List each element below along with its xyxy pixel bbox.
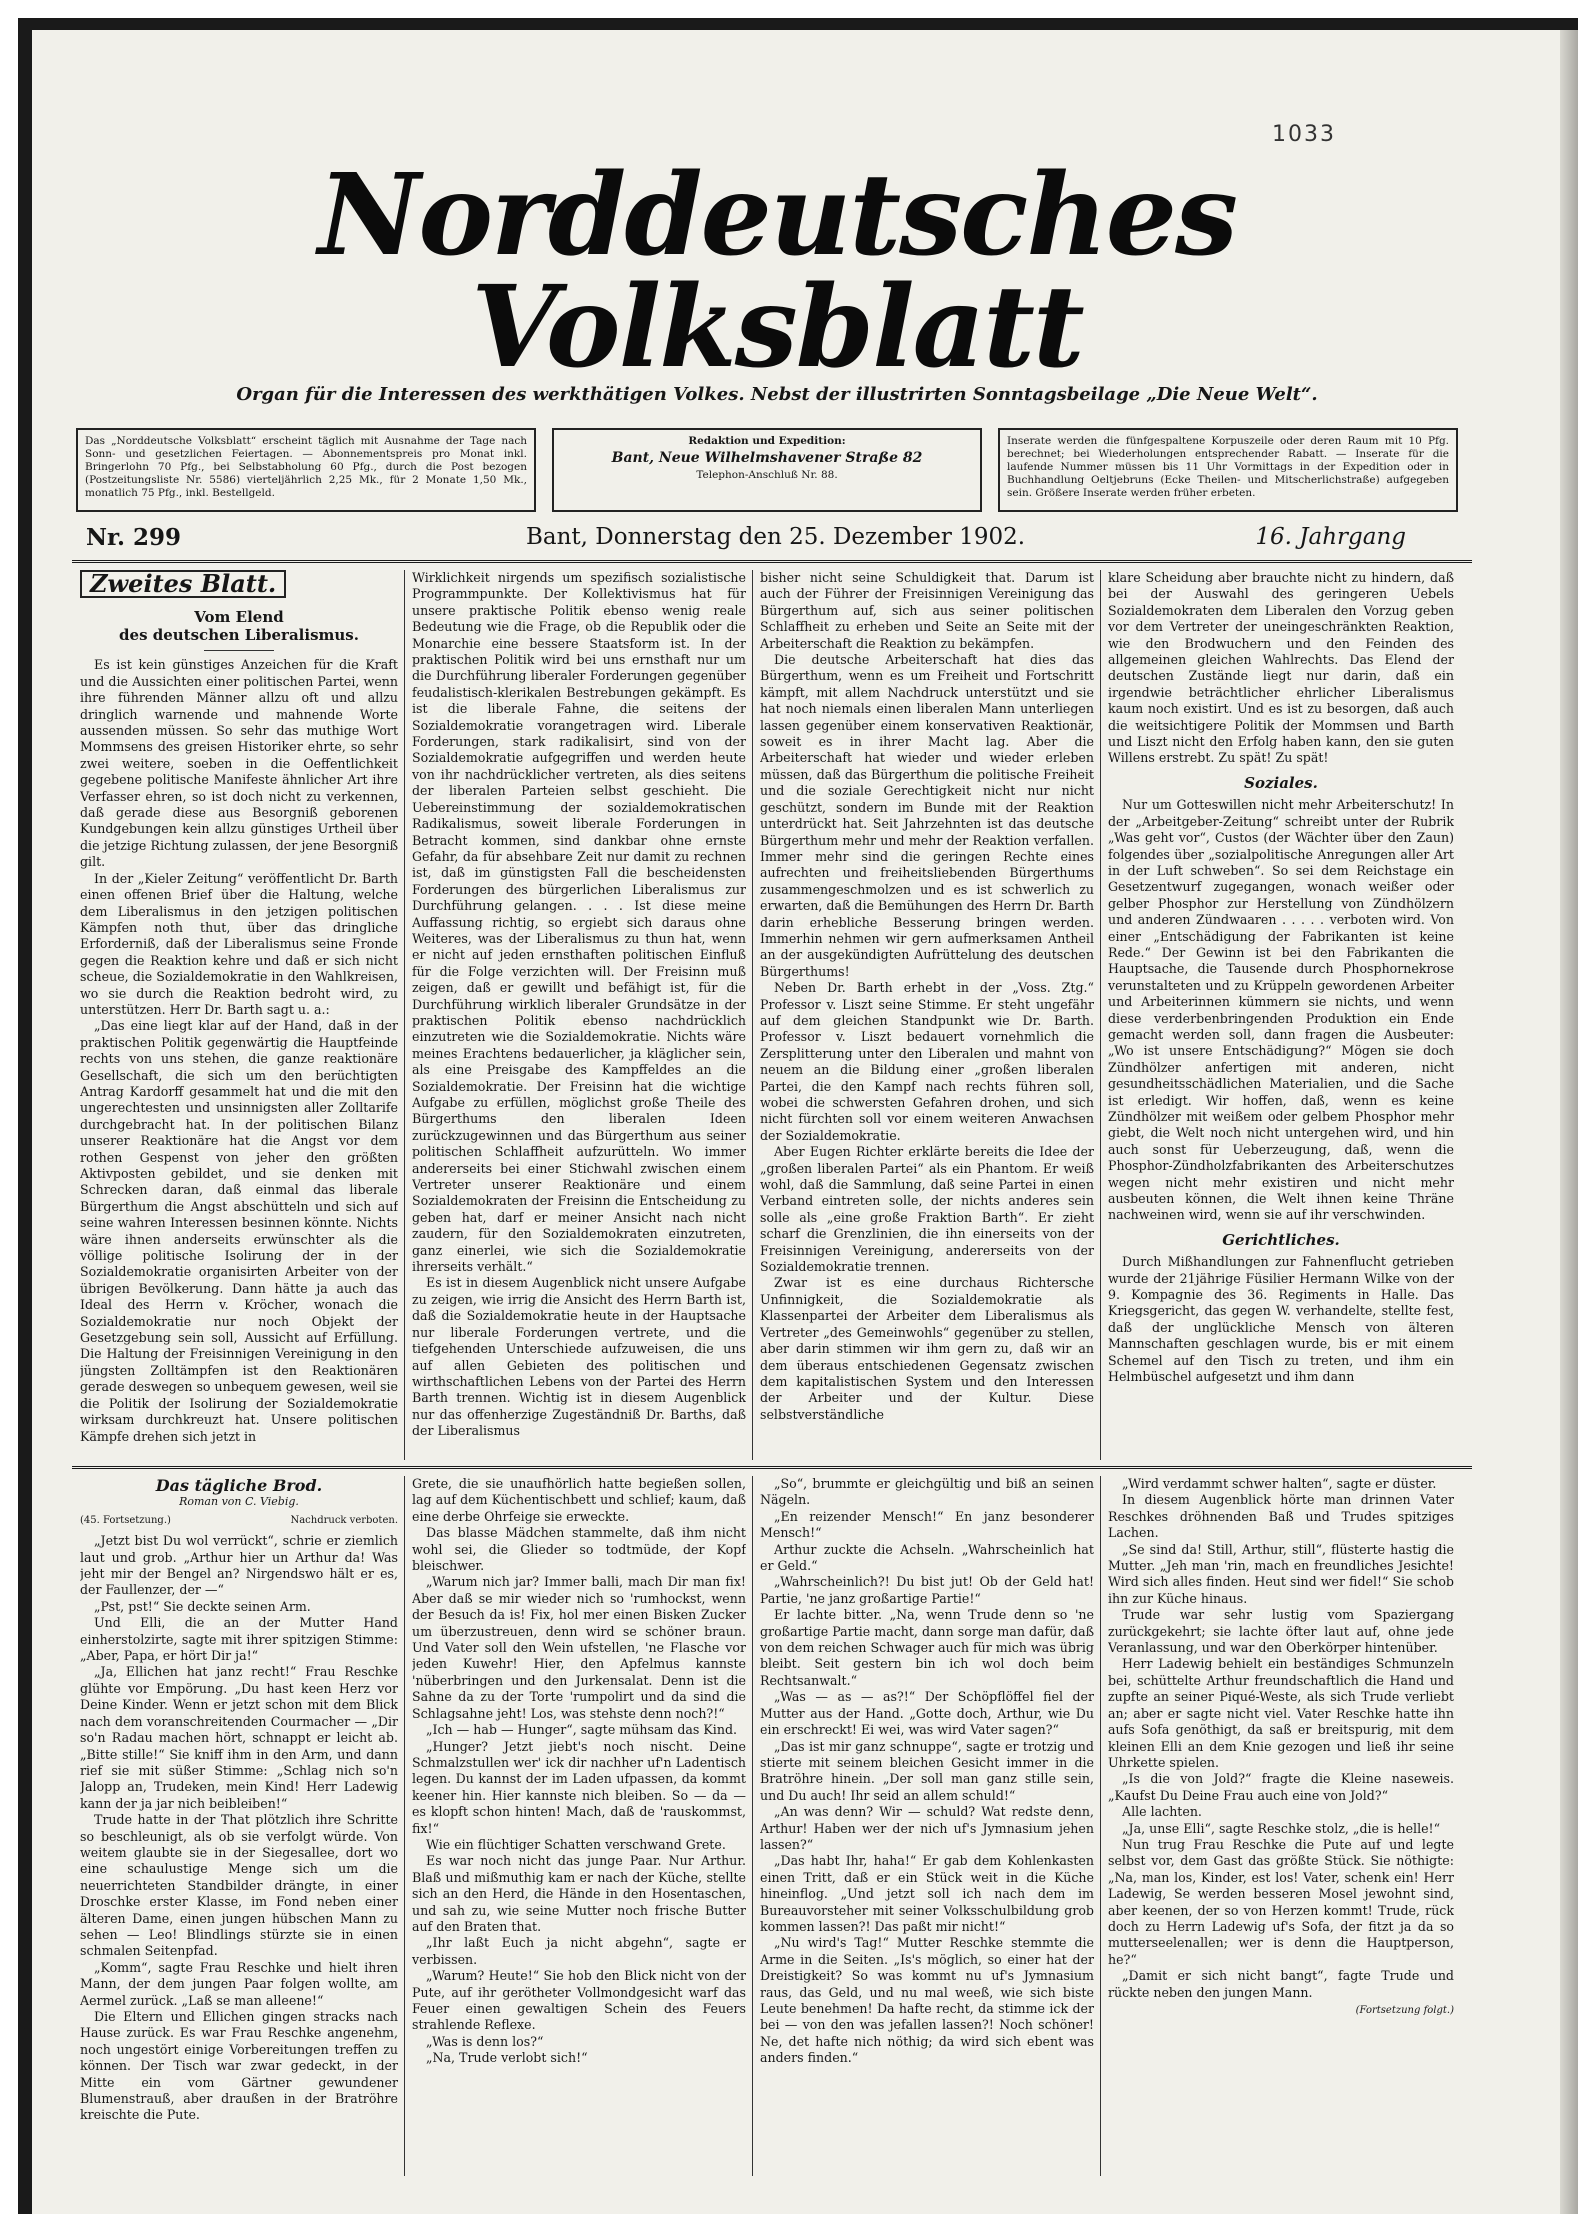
issue-number: Nr. 299	[86, 524, 182, 551]
paragraph: Wirklichkeit nirgends um spezifisch sozialistische Programmpunkte. Der Kollektivismus hat für unsere praktische Politik ebenso wenig reale Bedeutung wie die Frage, ob die Republik oder die Monarchie eine bessere Staatsform ist. In der praktischen Politik wird bei uns ernsthaft nur um die Durchführung liberaler Forderungen gegenüber feudalistisch-klerikalen Bestrebungen gekämpft. Es ist die liberale Fahne, die seitens der Sozialdemokratie vorangetragen wird. Liberale Forderungen, stark radikalisirt, sind von der Sozialdemokratie aufgegriffen und werden heute von ihr nachdrücklicher vertreten, als dies seitens der liberalen Parteien selbst geschieht. Die Uebereinstimmung der sozialdemokratischen Radikalismus, soweit liberale Forderungen in Betracht kommen, sind dankbar ohne ernste Gefahr, da für absehbare Zeit nur damit zu rechnen ist, daß im günstigsten Fall die bescheidensten Forderungen des bürgerlichen Liberalismus zur Durchführung gelangen. . . . Ist diese meine Auffassung richtig, so ergiebt sich daraus ohne Weiteres, was der Liberalismus zu thun hat, wenn er nicht auf jeden ernsthaften politischen Einfluß für die Folge verzichten will. Der Freisinn muß zeigen, daß er gewillt und befähigt ist, für die Durchführung wirklich liberaler Grundsätze in der praktischen Politik ebenso nachdrücklich einzutreten wie die Sozialdemokratie. Nichts wäre meines Erachtens bedauerlicher, ja kläglicher sein, als eine Preisgabe des Kampffeldes an die Sozialdemokratie. Der Freisinn hat die wichtige Aufgabe zu erfüllen, möglichst große Theile des Bürgerthums den liberalen Ideen zurückzugewinnen und das Bürgerthum aus seiner politischen Schlaffheit aufzurütteln. Wo immer andererseits bei einer Stichwahl zwischen einem Vertreter unserer Reaktionäre und einem Sozialdemokraten der Freisinn die Entscheidung zu geben hat, darf er meiner Ansicht nach nicht zaudern, für den Sozialdemokraten einzutreten, ganz einerlei, wie sich die Sozialdemokratie ihrerseits verhält.“	[412, 570, 746, 1275]
feuilleton-rule	[72, 1466, 1472, 1469]
paragraph: Die deutsche Arbeiterschaft hat dies das Bürgerthum, wenn es um Freiheit und Fortschritt kämpft, mit allem Nachdruck unterstützt und sie hat noch niemals einen liberalen Mann unterliegen lassen gegenüber einem konservativen Reaktionär, soweit es in ihrer Macht lag. Aber die Arbeiterschaft hat wieder und wieder erleben müssen, daß das Bürgerthum die politische Freiheit und die soziale Gerechtigkeit nicht nur nicht geschützt, sondern im Bunde mit der Reaktion unterdrückt hat. Seit Jahrzehnten ist das deutsche Bürgerthum mehr und mehr der Reaktion verfallen. Immer mehr sind die geringen Rechte eines aufrechten und freiheitsliebenden Bürgerthums zusammengeschmolzen und es ist schwerlich zu erwarten, daß die Bemühungen des Herrn Dr. Barth darin erhebliche Besserung bringen werden. Immerhin nehmen wir gern aufmerksamen Antheil an der ausgekündigten Aufrüttelung des deutschen Bürgerthums!	[760, 652, 1094, 979]
paragraph: Grete, die sie unaufhörlich hatte begießen sollen, lag auf dem Küchentischbett und schlief; kaum, daß eine derbe Ohrfeige sie erweckte.	[412, 1476, 746, 1524]
paragraph: klare Scheidung aber brauchte nicht zu hindern, daß bei der Auswahl des geringeren Uebels Sozialdemokraten dem Liberalen den Vorzug geben vor dem Vertreter der uneingeschränkten Reaktion, wie den Brodwuchern und den Feinden des allgemeinen gleichen Wahlrechts. Das Elend der deutschen Zustände liegt nur darin, daß ein irgendwie beträchtlicher ehrlicher Liberalismus kaum noch existirt. Und es ist zu besorgen, daß auch die weitsichtigere Politik der Mommsen und Barth und Liszt nicht den Erfolg haben kann, den sie guten Willens erstrebt. Zu spät! Zu spät!	[1108, 570, 1454, 766]
feuilleton-column-2	[412, 1476, 746, 2176]
paragraph: „Hunger? Jetzt jiebt's noch nischt. Deine Schmalzstullen wer' ick dir nachher uf'n Ladentisch legen. Du kannst der im Laden ufpassen, da kommt keener hin. Hier kannste nich bleiben. So — da — es klopft schon hinten! Mach, daß de 'rauskommst, fix!“	[412, 1738, 746, 1836]
top-rule	[72, 560, 1472, 563]
paragraph: Es war noch nicht das junge Paar. Nur Arthur. Blaß und mißmuthig kam er nach der Küche, stellte sich an den Herd, die Hände in den Hosentaschen, und sah zu, wie seine Mutter noch frische Butter auf den Braten that.	[412, 1853, 746, 1934]
paragraph: „Ich — hab — Hunger“, sagte mühsam das Kind.	[426, 1722, 738, 1738]
feuilleton-author: Roman von C. Viebig.	[179, 1495, 299, 1509]
paragraph: „Jetzt bist Du wol verrückt“, schrie er ziemlich laut und grob. „Arthur hier un Arthur da! Was jeht mir der Bengel an? Nirgendswo hält er es, der Faullenzer, der —“	[80, 1533, 398, 1598]
editorial-office-box	[552, 428, 982, 512]
page-edge	[1560, 30, 1578, 2214]
paragraph: Trude war sehr lustig vom Spaziergang zurückgekehrt; sie lachte öfter laut auf, ohne jede Veranlassung, und war den Oberkörper hintenüber.	[1108, 1607, 1454, 1656]
catalog-number: 1033	[1272, 122, 1336, 147]
feuilleton-column-1	[80, 1476, 398, 2176]
paragraph: „Warum nich jar? Immer balli, mach Dir man fix! Aber daß se mir wieder nich so 'rumhockst, wenn der Besuch da is! Fix, hol mer einen Bisken Zucker um überzustreuen, denn wird se schöner braun. Und Vater soll den Wein ufstellen, 'ne Flasche vor jeden Kuwehr! Hier, den Apfelmus kannste 'nüberbringen und den Jurkensalat. Denn ist die Sahne da zu der Torte 'rumpolirt und da sind die Schlagsahne jeht! Los, was stehste denn noch?!“	[412, 1574, 746, 1721]
paragraph: „Was — as — as?!“ Der Schöpflöffel fiel der Mutter aus der Hand. „Gotte doch, Arthur, wie Du ein erschreckt! Ei wei, was wird Vater sagen?“	[760, 1689, 1094, 1738]
soziales-heading: Soziales.	[1244, 773, 1318, 792]
editorial-office-phone: Telephon-Anschluß Nr. 88.	[696, 469, 838, 481]
feuilleton-notes	[80, 1513, 398, 1529]
paragraph: Durch Mißhandlungen zur Fahnenflucht getrieben wurde der 21jährige Füsilier Hermann Wilke von der 9. Kompagnie des 36. Regiments in Halle. Das Kriegsgericht, das gegen W. verhandelte, stellte fest, daß der unglückliche Mensch von älteren Mannschaften geschlagen wurde, bis er mit einem Schemel auf den Tisch zu treten, und ihm ein Helmbüschel aufgesetzt und ihm dann	[1108, 1254, 1454, 1385]
paragraph: bisher nicht seine Schuldigkeit that. Darum ist auch der Führer der Freisinnigen Vereinigung das Bürgerthum auf, sich aus seiner politischen Schlaffheit zu erheben und Seite an Seite mit der Arbeiterschaft die Reaktion zu bekämpfen.	[760, 570, 1094, 651]
column-4	[1108, 570, 1454, 1460]
paragraph: „Das ist mir ganz schnuppe“, sagte er trotzig und stierte mit seinem bleichen Gesicht immer in die Bratröhre hinein. „Der soll man ganz stille sein, und Du auch! Ihr seid an allem schuld!“	[760, 1738, 1094, 1803]
column-divider	[404, 570, 405, 1460]
paragraph: Nur um Gotteswillen nicht mehr Arbeiterschutz! In der „Arbeitgeber-Zeitung“ schreibt unter der Rubrik „Was geht vor“, Custos (der Wächter über den Zaun) folgendes über „sozialpolitische Anregungen aller Art in der Luft schweben“. So sei dem Reichstage ein Gesetzentwurf zugegangen, wonach weißer oder gelber Phosphor zur Herstellung von Zündhölzern und anderen Zündwaaren . . . . . verboten wird. Von einer „Entschädigung der Fabrikanten ist keine Rede.“ Der Gewinn ist bei den Fabrikanten die Hauptsache, die Tausende durch Phosphornekrose verunstalteten und zu Krüppeln gewordenen Arbeiter und Arbeiterinnen kümmern sie nichts, und wenn diese verderbenbringenden Produktion ein Ende gemacht werden soll, dann fragen die Ausbeuter: „Wo ist unsere Entschädigung?“ Mögen sie doch Zündhölzer anfertigen mit anderen, nicht gesundheitsschädlichen Materialien, und die Sache ist erledigt. Wir hoffen, daß, wenn es keine Zündhölzer mit weißem oder gelbem Phosphor mehr giebt, die Welt noch nicht untergehen wird, und hin auch sonst für Ueberzeugung, daß, wenn die Phosphor-Zündholzfabrikanten des Arbeiterschutzes wegen nicht mehr existiren und nicht mehr ausbeuten können, die Welt ihnen keine Thräne nachweinen wird, wenn sie auf ihr verschwinden.	[1108, 797, 1454, 1223]
newspaper-page	[18, 18, 1578, 2214]
advert-info-box	[998, 428, 1458, 512]
column-3	[760, 570, 1094, 1460]
paragraph: „So“, brummte er gleichgültig und biß an seinen Nägeln.	[760, 1476, 1094, 1508]
paragraph: „En reizender Mensch!“ En janz besonderer Mensch!“	[760, 1508, 1094, 1541]
paragraph: „Komm“, sagte Frau Reschke und hielt ihren Mann, der dem jungen Paar folgen wollte, am Aermel zurück. „Laß se man alleene!“	[80, 1959, 398, 2008]
paragraph: Es ist kein günstiges Anzeichen für die Kraft und die Aussichten einer politischen Partei, wenn ihre führenden Männer allzu oft und allzu dringlich warnende und mahnende Worte aussenden müssen. So sehr das muthige Wort Mommsens des greisen Historiker ehrte, so sehr zwei weitere, soeben in die Oeffentlichkeit gegebene politische Manifeste ähnlicher Art ihre Verfasser ehren, so ist doch nicht zu verkennen, daß gerade diese aus Besorgniß geborenen Kundgebungen kein allzu günstiges Urtheil über die jetzige Richtung zulassen, der jene Besorgniß gilt.	[80, 657, 398, 870]
paragraph: „Ihr laßt Euch ja nicht abgehn“, sagte er verbissen.	[412, 1935, 746, 1967]
title-rule	[204, 650, 274, 651]
column-divider	[1100, 1476, 1101, 2176]
paragraph: Und Elli, die an der Mutter Hand einherstolzirte, sagte mit ihrer spitzigen Stimme: „Aber, Papa, er hört Dir ja!“	[80, 1615, 398, 1664]
feuilleton-rights: Nachdruck verboten.	[290, 1514, 398, 1526]
column-divider	[752, 570, 753, 1460]
paragraph: „Se sind da! Still, Arthur, still“, flüsterte hastig die Mutter. „Jeh man 'rin, mach en freundliches Jesichte! Wird sich alles finden. Heut sind wer fidel!“ Sie schob ihn zur Küche hinaus.	[1108, 1541, 1454, 1606]
paragraph: „Warum? Heute!“ Sie hob den Blick nicht von der Pute, auf ihr gerötheter Vollmondgesicht warf das Feuer einen gewaltigen Schein des Feuers strahlende Reflexe.	[412, 1968, 746, 2033]
paragraph: Neben Dr. Barth erhebt in der „Voss. Ztg.“ Professor v. Liszt seine Stimme. Er steht ungefähr auf dem gleichen Standpunkt wie Dr. Barth. Professor v. Liszt bedauert vornehmlich die Zersplitterung unter den Liberalen und mahnt von neuem an die Bildung einer „großen liberalen Partei, die den Kampf nach rechts führen soll, wobei die schwersten Gefahren drohen, und sich nicht fürchten soll vor einem weiteren Anwachsen der Sozialdemokratie.	[760, 980, 1094, 1143]
editorial-office-label: Redaktion und Expedition:	[688, 435, 846, 447]
paragraph: Nun trug Frau Reschke die Pute auf und legte selbst vor, dem Gast das größte Stück. Sie nöthigte: „Na, man los, Kinder, est los! Vater, schenk ein! Herr Ladewig, Se werden besseren Mosel jewohnt sind, aber keenen, der so von Herzen kommt! Trude, rück doch zu Herrn Ladewig uf's Sofa, der fitzt ja da so mutterseelenallen; wer is denn die Hauptperson, he?“	[1108, 1836, 1454, 1967]
paragraph: „Das eine liegt klar auf der Hand, daß in der praktischen Politik gegenwärtig die Hauptfeinde rechts von uns stehen, die ganze reaktionäre Gesellschaft, die sich um den berüchtigten Antrag Kardorff gesammelt hat und die mit den ungerechtesten und unsinnigsten aller Zolltarife durchgebracht hat. In der politischen Bilanz unserer Reaktionäre hat die Angst vor dem rothen Gespenst von jeher den größten Aktivposten gebildet, und sie denken mit Schrecken daran, daß einmal das liberale Bürgerthum die Angst abschütteln und sich auf seine wahren Interessen besinnen könnte. Nichts wäre ihnen anderseits erwünschter als die völlige politische Isolirung der in der Sozialdemokratie organisirten Arbeiter von der übrigen Bevölkerung. Dann hätte ja auch das Ideal des Herrn v. Kröcher, wonach die Sozialdemokratie nur noch Objekt der Gesetzgebung sein soll, Aussicht auf Erfüllung. Die Haltung der Freisinnigen Vereinigung in den jüngsten Zolltämpfen ist den Reaktionären gerade deswegen so unbequem gewesen, weil sie die Politik der Isolirung der Sozialdemokratie wirksam durchkreuzt hat. Unsere politischen Kämpfe drehen sich jetzt in	[80, 1018, 398, 1444]
paragraph: Alle lachten.	[1122, 1804, 1202, 1820]
column-2	[412, 570, 746, 1460]
paragraph: Die Eltern und Ellichen gingen stracks nach Hause zurück. Es war Frau Reschke angenehm, noch ungestört einige Vorbereitungen treffen zu können. Der Tisch war zwar gedeckt, in der Mitte ein vom Gärtner gewundener Blumenstrauß, aber draußen in der Bratröhre kreischte die Pute.	[80, 2009, 398, 2123]
advert-info-text: Inserate werden die fünfgespaltene Korpuszeile oder deren Raum mit 10 Pfg. berechnet; bei Wiederholungen entsprechender Rabatt. — Inserate für die laufende Nummer müssen bis 11 Uhr Vormittags in der Expedition oder in Buchhandlung Oeltjebruns (Ecke Theilen- und Mitscherlichstraße) aufgegeben sein. Größere Inserate werden früher erbeten.	[1007, 435, 1449, 499]
feuilleton-column-4	[1108, 1476, 1454, 2176]
paragraph: „Das habt Ihr, haha!“ Er gab dem Kohlenkasten einen Tritt, daß er ein Stück weit in die Küche hineinflog. „Und jetzt soll ich nach dem im Bureauvorsteher mit seiner Volksschulbildung grob kommen lassen?! Das paßt mir nicht!“	[760, 1853, 1094, 1934]
column-1	[80, 570, 398, 1460]
column-divider	[752, 1476, 753, 2176]
feuilleton-title: Das tägliche Brod.	[155, 1476, 323, 1495]
paragraph: „Wahrscheinlich?! Du bist jut! Ob der Geld hat! Partie, 'ne janz großartige Partie!“	[760, 1574, 1094, 1606]
paragraph: „Is die von Jold?“ fragte die Kleine naseweis. „Kaufst Du Deine Frau auch eine von Jold?“	[1108, 1771, 1454, 1803]
paragraph: Wie ein flüchtiger Schatten verschwand Grete.	[426, 1836, 726, 1852]
masthead-title: Norddeutsches Volksblatt	[317, 150, 1237, 393]
editorial-office-address: Bant, Neue Wilhelmshavener Straße 82	[611, 450, 923, 466]
issue-year: 16. Jahrgang	[1255, 524, 1406, 550]
paragraph: „Wird verdammt schwer halten“, sagte er düster.	[1122, 1476, 1437, 1491]
paragraph: „Na, Trude verlobt sich!“	[426, 2050, 588, 2066]
paragraph: „Ja, Ellichen hat janz recht!“ Frau Reschke glühte vor Empörung. „Du hast keen Herz vor Deine Kinder. Wenn er jetzt schon mit dem Blick nach dem voranschreitenden Courmacher — „Dir so'n Radau machen hört, schnappt er leicht ab. „Bitte stille!“ Sie kniff ihm in den Arm, und dann rief sie mit süßer Stimme: „Schlag nich so'n Jalopp an, Trudeken, mein Kind! Herr Ladewig kann der ja jar nich beibleiben!“	[80, 1664, 398, 1811]
subscription-info-box	[76, 428, 536, 512]
continuation-note: (Fortsetzung folgt.)	[1355, 2005, 1454, 2016]
paragraph: „Ja, unse Elli“, sagte Reschke stolz, „die is helle!“	[1122, 1820, 1441, 1836]
paragraph: Arthur zuckte die Achseln. „Wahrscheinlich hat er Geld.“	[760, 1541, 1094, 1574]
feuilleton-column-3	[760, 1476, 1094, 2176]
issue-date: Bant, Donnerstag den 25. Dezember 1902.	[526, 524, 1026, 550]
paragraph: Herr Ladewig behielt ein beständiges Schmunzeln bei, schüttelte Arthur freundschaftlich die Hand und zupfte an seiner Piqué-Weste, als sich Trude verliebt an; aber er sagte nicht viel. Vater Reschke hatte ihn aufs Sofa genöthigt, da saß er breitspurig, mit dem kleinen Elli an dem Knie gezogen und ließ ihr seine Uhrkette spielen.	[1108, 1656, 1454, 1770]
paragraph: Aber Eugen Richter erklärte bereits die Idee der „großen liberalen Partei“ als ein Phantom. Er weiß wohl, daß die Sammlung, daß seine Partei in einen Verband eintreten solle, der nichts anderes sein solle als „eine große Fraktion Barth“. Er zieht scharf die Grenzlinien, die ihn einerseits von der Freisinnigen Vereinigung, andererseits von der Sozialdemokratie trennen.	[760, 1144, 1094, 1275]
gerichtliches-heading: Gerichtliches.	[1222, 1230, 1340, 1249]
paragraph: In diesem Augenblick hörte man drinnen Vater Reschkes dröhnenden Baß und Trudes spitziges Lachen.	[1108, 1492, 1454, 1541]
paragraph: „Was is denn los?“	[426, 2033, 544, 2049]
paragraph: Trude hatte in der That plötzlich ihre Schritte so beschleunigt, als ob sie verfolgt würde. Von weitem glaubte sie in der Siegesallee, dort wo eine schaulustige Menge sich um die neuerrichteten Standbilder drängte, in einer Droschke erster Klasse, im Fond neben einer älteren Dame, einen jungen hübschen Mann zu sehen — Leo! Blindlings stürzte sie in einen schmalen Seitenpfad.	[80, 1812, 398, 1959]
paragraph: „An was denn? Wir — schuld? Wat redste denn, Arthur! Haben wer der nich uf's Jymnasium jehen lassen?“	[760, 1804, 1094, 1852]
paragraph: Das blasse Mädchen stammelte, daß ihm nicht wohl sei, die Glieder so todtmüde, der Kopf bleischwer.	[412, 1525, 746, 1574]
paragraph: In der „Kieler Zeitung“ veröffentlicht Dr. Barth einen offenen Brief über die Haltung, welche dem Liberalismus in den jetzigen politischen Kämpfen noth thut, über das dringliche Erforderniß, daß der Liberalismus seine Fronde gegen die Reaktion kehre und daß er sich nicht scheue, die Sozialdemokratie in den Wahlkreisen, wo sie durch die Reaktion bedroht wird, zu unterstützen. Herr Dr. Barth sagt u. a.:	[80, 870, 398, 1017]
paragraph: Er lachte bitter. „Na, wenn Trude denn so 'ne großartige Partie macht, dann sorge man dafür, daß von dem reichen Schwager auch für mich was übrig bleibt. Seit gestern bin ich wol doch beim Rechtsanwalt.“	[760, 1607, 1094, 1688]
second-sheet-heading: Zweites Blatt.	[80, 570, 286, 598]
paragraph: Es ist in diesem Augenblick nicht unsere Aufgabe zu zeigen, wie irrig die Ansicht des Herrn Barth ist, daß die Sozialdemokratie heute in der Hauptsache nur liberale Forderungen vertrete, und die tiefgehenden Unterschiede aufzuweisen, die uns auf allen Gebieten des politischen und wirthschaftlichen Lebens von der Partei des Herrn Barth trennen. Wichtig ist in diesem Augenblick nur das offenherzige Zugeständniß Dr. Barths, daß der Liberalismus	[412, 1275, 746, 1439]
subscription-info-text: Das „Norddeutsche Volksblatt“ erscheint täglich mit Ausnahme der Tage nach Sonn- und gesetzlichen Feiertagen. — Abonnementspreis pro Monat inkl. Bringerlohn 70 Pfg., bei Selbstabholung 60 Pfg., durch die Post bezogen (Postzeitungsliste Nr. 5586) vierteljährlich 2,25 Mk., für 2 Monate 1,50 Mk., monatlich 75 Pfg., inkl. Bestellgeld.	[85, 435, 527, 499]
column-divider	[404, 1476, 405, 2176]
article-title: Vom Elend des deutschen Liberalismus.	[119, 608, 359, 645]
paragraph: „Nu wird's Tag!“ Mutter Reschke stemmte die Arme in die Seiten. „Is's möglich, so einer hat der Dreistigkeit? So was kommt nu uf's Jymnasium raus, das Geld, und nu mal weeß, wie sich biste Leute benehmen! Da hafte recht, da stimme ick der bei — von den was jefallen lassen?! Noch schöner! Ne, det hafte nich nöthig; da wird sich ebent was anders finden.“	[760, 1935, 1094, 2066]
dateline	[86, 524, 1406, 556]
column-divider	[1100, 570, 1101, 1460]
paragraph: „Pst, pst!“ Sie deckte seinen Arm.	[94, 1598, 311, 1614]
paragraph: Zwar ist es eine durchaus Richtersche Unfinnigkeit, die Sozialdemokratie als Klassenpartei der Arbeiter dem Liberalismus als Vertreter „des Gemeinwohls“ gegenüber zu stellen, aber darin stimmen wir ihm gern zu, daß wir an dem überaus entschiedenen Gegensatz zwischen dem kapitalistischen System und den Interessen der Arbeiter und der Kultur. Diese selbstverständliche	[760, 1275, 1094, 1422]
feuilleton-part: (45. Fortsetzung.)	[80, 1514, 171, 1526]
paragraph: „Damit er sich nicht bangt“, fagte Trude und rückte neben den jungen Mann.	[1108, 1968, 1454, 2000]
masthead-subtitle: Organ für die Interessen des werkthätigen Volkes. Nebst der illustrirten Sonntagsbeilage „Die Neue Welt“.	[236, 384, 1318, 405]
